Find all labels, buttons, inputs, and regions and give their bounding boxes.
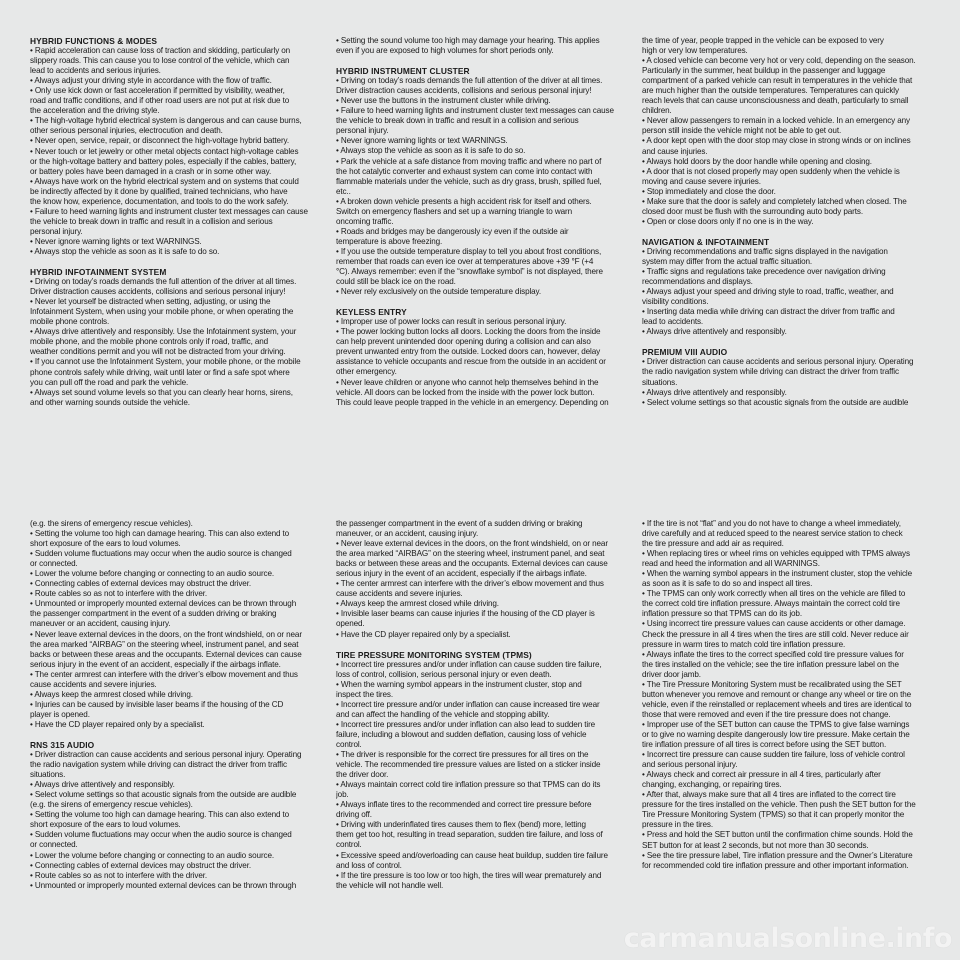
text-line: • Failure to heed warning lights and instrument cluster text messages can cause	[336, 106, 614, 116]
text-line: Infotainment System, when using your mobile phone, or when operating the	[30, 307, 294, 317]
section-heading: HYBRID INFOTAINMENT SYSTEM	[30, 267, 167, 278]
text-line: the driver door.	[336, 770, 389, 780]
text-line: flammable materials under the vehicle, such as dry grass, brush, spilled fuel,	[336, 176, 602, 186]
text-line: control.	[336, 739, 362, 749]
text-line: the correct cold tire inflation pressure. Always maintain the correct cold tire	[642, 599, 900, 609]
text-line: the hot catalytic converter and exhaust system can come into contact with	[336, 166, 593, 176]
text-line: • A door kept open with the door stop may close in strong winds or on inclines	[642, 136, 911, 146]
text-line: • Lower the volume before changing or connecting to an audio source.	[30, 850, 275, 860]
text-line: • Always drive attentively and responsibly.	[30, 780, 175, 790]
text-line: • Driving on today’s roads demands the full attention of the driver at all times.	[30, 277, 297, 287]
text-line: personal injury.	[336, 126, 389, 136]
text-line: visibility conditions.	[642, 297, 709, 307]
text-line: as soon as it is safe to do so and inspect all tires.	[642, 579, 813, 589]
section-heading: RNS 315 AUDIO	[30, 739, 95, 750]
text-line: mobile phone, and the mobile phone controls only if road, traffic, and	[30, 337, 269, 347]
text-line: • Always inflate the tires to the correct specified cold tire pressure values for	[642, 649, 904, 659]
bottom-column-1	[30, 519, 316, 891]
text-line: • Always inflate tires to the recommended and correct tire pressure before	[336, 800, 592, 810]
text-line: recommendations and displays.	[642, 277, 753, 287]
text-line: • If the tire is not “flat” and you do not have to change a wheel immediately,	[642, 519, 901, 528]
text-line: • Never ignore warning lights or text WARNINGS.	[336, 136, 508, 146]
text-line: • Connecting cables of external devices may obstruct the driver.	[30, 579, 251, 589]
text-line: • Roads and bridges may be dangerously icy even if the outside air	[336, 226, 569, 236]
text-line: weather conditions permit and you will not be distracted from your driving.	[30, 347, 286, 357]
text-line: Driver distraction causes accidents, collisions and serious personal injury!	[336, 86, 592, 96]
text-line: the vehicle to break down in traffic and result in a collision and serious	[336, 116, 579, 126]
text-line: • A broken down vehicle presents a high accident risk for itself and others.	[336, 196, 592, 206]
text-line: and serious personal injury.	[642, 760, 738, 770]
text-line: serious injury in the event of an accident, especially if the airbags inflate.	[30, 659, 281, 669]
text-line: • Always drive attentively and responsibly. Use the Infotainment system, your	[30, 327, 297, 337]
text-line: • Never use the buttons in the instrument cluster while driving.	[336, 96, 551, 106]
text-line: • Never open, service, repair, or disconnect the high-voltage hybrid battery.	[30, 136, 290, 146]
text-line: or battery poles have been damaged in a crash or in some other way.	[30, 166, 272, 176]
text-line: • Always adjust your driving style in accordance with the flow of traffic.	[30, 76, 272, 86]
text-line: • Driving on today’s roads demands the full attention of the driver at all times.	[336, 76, 603, 86]
text-line: maneuver, or an accident, causing injury.	[336, 529, 479, 539]
text-line: the area marked “AIRBAG” on the steering wheel, instrument panel, and seat	[336, 549, 605, 559]
text-line: • Route cables so as not to interfere with the driver.	[30, 589, 208, 599]
text-line: • Always maintain correct cold tire inflation pressure so that TPMS can do its	[336, 780, 601, 790]
section-heading: HYBRID INSTRUMENT CLUSTER	[336, 66, 470, 77]
text-line: and can affect the handling of the vehicle and stopping ability.	[336, 709, 550, 719]
text-line: • Traffic signs and regulations take precedence over navigation driving	[642, 267, 886, 277]
section-gap	[642, 337, 928, 347]
text-line: • Always keep the armrest closed while driving.	[30, 689, 193, 699]
text-line: • Excessive speed and/overloading can cause heat buildup, sudden tire failure	[336, 850, 608, 860]
text-line: • Have the CD player repaired only by a specialist.	[30, 719, 205, 729]
text-line: phone controls safely while driving, wait until later or find a safe spot where	[30, 367, 290, 377]
text-line: driving off.	[336, 810, 372, 820]
text-line: SET button for at least 2 seconds, but not more than 30 seconds.	[642, 840, 869, 850]
text-line: loss of control, collision, serious personal injury or even death.	[336, 669, 552, 679]
text-line: you can pull off the road and park the vehicle.	[30, 377, 189, 387]
text-line: • If you use the outside temperature display to tell you about frost conditions,	[336, 246, 602, 256]
text-line: • The center armrest can interfere with the driver’s elbow movement and thus	[336, 579, 604, 589]
section-gap	[30, 257, 316, 267]
text-line: • Incorrect tire pressures and/or under inflation can also lead to sudden tire	[336, 719, 596, 729]
text-line: • Always adjust your speed and driving style to road, traffic, weather, and	[642, 287, 894, 297]
text-line: are much higher than the outside temperatures. Temperatures can quickly	[642, 86, 899, 96]
text-line: • Driving with underinflated tires causes them to flex (bend) more, letting	[336, 820, 586, 830]
text-line: °C). Always remember: even if the “snowflake symbol” is not displayed, there	[336, 267, 603, 277]
text-line: system may differ from the actual traffic situation.	[642, 256, 813, 266]
text-line: • Always drive attentively and responsibly.	[642, 387, 787, 397]
text-line: Tire Pressure Monitoring System (TPMS) so that it can properly monitor the	[642, 810, 905, 820]
text-line: or connected.	[30, 559, 78, 569]
text-line: vehicle, even if the reinstalled or replacement wheels and tires are identical to	[642, 699, 912, 709]
text-line: • See the tire pressure label, Tire inflation pressure and the Owner’s Literature	[642, 850, 913, 860]
text-line: • Using incorrect tire pressure values can cause accidents or other damage.	[642, 619, 906, 629]
text-line: tire inflation pressure of all tires is correct before using the SET button.	[642, 740, 887, 750]
text-line: Switch on emergency flashers and set up a warning triangle to warn	[336, 206, 572, 216]
text-line: • Never touch or let jewelry or other metal objects contact high-voltage cables	[30, 146, 299, 156]
text-line: • After that, always make sure that all 4 tires are inflated to the correct tire	[642, 790, 896, 800]
text-line: the time of year, people trapped in the vehicle can be exposed to very	[642, 36, 884, 45]
text-line: • If you cannot use the Infotainment System, your mobile phone, or the mobile	[30, 357, 301, 367]
text-line: • Never rely exclusively on the outside temperature display.	[336, 287, 542, 297]
bottom-column-2	[336, 519, 622, 891]
text-line: • Always have work on the hybrid electrical system and on systems that could	[30, 176, 299, 186]
text-line: • Lower the volume before changing or connecting to an audio source.	[30, 569, 275, 579]
text-line: even if you are exposed to high volumes for short periods only.	[336, 46, 554, 56]
text-line: and cause injuries.	[642, 146, 708, 156]
section-gap	[336, 56, 622, 66]
text-line: moving and cause severe injuries.	[642, 176, 761, 186]
text-line: • Incorrect tire pressures and/or under inflation can cause sudden tire failure,	[336, 659, 602, 669]
text-line: • Select volume settings so that acoustic signals from the outside are audible	[30, 790, 297, 800]
text-line: • Setting the sound volume too high may damage your hearing. This applies	[336, 36, 600, 45]
text-line: • Never let yourself be distracted when setting, adjusting, or using the	[30, 297, 271, 307]
text-line: etc..	[336, 186, 351, 196]
text-line: • Always stop the vehicle as soon as it is safe to do so.	[30, 246, 220, 256]
text-line: • Never leave external devices in the doors, on the front windshield, on or near	[336, 539, 608, 549]
text-line: pressure for the tires installed on the vehicle. Then push the SET button for the	[642, 800, 916, 810]
section-gap	[30, 730, 316, 740]
text-line: the vehicle will not handle well.	[336, 880, 444, 890]
text-line: This could leave people trapped in the vehicle in an emergency. Depending on	[336, 397, 609, 407]
text-line: cause accidents and severe injuries.	[336, 589, 463, 599]
text-line: (e.g. the sirens of emergency rescue vehicles).	[30, 519, 193, 528]
text-line: Check the pressure in all 4 tires when the tires are still cold. Never reduce air	[642, 629, 909, 639]
text-line: the tires installed on the vehicle; see the tire inflation pressure label on the	[642, 659, 899, 669]
watermark-text[interactable]: carmanualsonline.info	[623, 923, 952, 954]
section-heading: KEYLESS ENTRY	[336, 307, 407, 318]
section-heading: TIRE PRESSURE MONITORING SYSTEM (TPMS)	[336, 649, 532, 660]
text-line: backs or between these areas and the occupants. External devices can cause	[30, 649, 302, 659]
text-line: • Sudden volume fluctuations may occur when the audio source is changed	[30, 830, 292, 840]
text-line: the radio navigation system while driving can distract the driver from traffic	[642, 367, 899, 377]
text-line: • Always hold doors by the door handle while opening and closing.	[642, 156, 872, 166]
section-heading: HYBRID FUNCTIONS & MODES	[30, 36, 158, 46]
text-line: backs or between these areas and the occupants. External devices can cause	[336, 559, 608, 569]
text-line: drive carefully and at reduced speed to the nearest service station to check	[642, 529, 903, 539]
text-line: • Failure to heed warning lights and instrument cluster text messages can cause	[30, 206, 308, 216]
text-line: • Driver distraction can cause accidents and serious personal injury. Operating	[642, 357, 914, 367]
text-line: changing, exchanging, or repairing tires.	[642, 780, 782, 790]
text-line: the acceleration and the driving style.	[30, 106, 160, 116]
text-line: road and traffic conditions, and if other road users are not put at risk due to	[30, 96, 290, 106]
text-line: vehicle. All doors can be locked from the inside with the power lock button.	[336, 387, 595, 397]
text-line: player is opened.	[30, 709, 90, 719]
text-line: • When replacing tires or wheel rims on vehicles equipped with TPMS always	[642, 549, 910, 559]
text-line: • Press and hold the SET button until the confirmation chime sounds. Hold the	[642, 830, 913, 840]
text-line: • Unmounted or improperly mounted external devices can be thrown through	[30, 599, 297, 609]
section-gap	[336, 297, 622, 307]
text-line: • A door that is not closed properly may open suddenly when the vehicle is	[642, 166, 900, 176]
text-line: the tire pressure and add air as required.	[642, 539, 784, 549]
section-gap	[336, 640, 622, 650]
text-line: • Driver distraction can cause accidents and serious personal injury. Operating	[30, 750, 302, 760]
text-line: • The power locking button locks all doors. Locking the doors from the inside	[336, 327, 601, 337]
bottom-panel	[0, 519, 960, 891]
text-line: for recommended cold tire inflation pressure and other important information.	[642, 860, 909, 870]
text-line: other serious personal injuries, electrocution and death.	[30, 126, 223, 136]
text-line: • Improper use of the SET button can cause the TPMS to give false warnings	[642, 719, 910, 729]
bottom-column-3	[642, 519, 928, 891]
text-line: can help prevent unintended door opening during a collision and can also	[336, 337, 591, 347]
text-line: Driver distraction causes accidents, collisions and serious personal injury!	[30, 287, 286, 297]
text-line: short exposure of the ears to loud volumes.	[30, 820, 181, 830]
text-line: failure, including a blowout and sudden deflation, causing loss of vehicle	[336, 729, 587, 739]
text-line: inspect the tires.	[336, 689, 394, 699]
text-line: or connected.	[30, 840, 78, 850]
text-line: job.	[336, 790, 349, 800]
text-line: driver door jamb.	[642, 669, 701, 679]
text-line: • Setting the volume too high can damage hearing. This can also extend to	[30, 529, 290, 539]
text-line: lead to accidents and serious injuries.	[30, 66, 161, 76]
text-line: • The driver is responsible for the correct tire pressures for all tires on the	[336, 750, 589, 760]
text-line: the area marked “AIRBAG” on the steering wheel, instrument panel, and seat	[30, 639, 299, 649]
text-line: closed door must be flush with the surrounding auto body parts.	[642, 206, 863, 216]
text-line: maneuver or an accident, causing injury.	[30, 619, 171, 629]
text-line: and other warning sounds outside the vehicle.	[30, 397, 190, 407]
text-line: opened.	[336, 619, 365, 629]
text-line: could still be black ice on the road.	[336, 277, 456, 287]
text-line: compartment of a parked vehicle can result in temperatures in the vehicle that	[642, 76, 913, 86]
text-line: • Always drive attentively and responsibly.	[642, 327, 787, 337]
section-heading: PREMIUM VIII AUDIO	[642, 347, 728, 358]
text-line: (e.g. the sirens of emergency rescue vehicles).	[30, 800, 193, 810]
text-line: • Never leave children or anyone who cannot help themselves behind in the	[336, 377, 599, 387]
text-line: the passenger compartment in the event of a sudden driving or braking	[336, 519, 583, 528]
text-line: pressure in warm tires to match cold tire inflation pressure.	[642, 639, 846, 649]
text-line: • If the tire pressure is too low or too high, the tires will wear prematurely and	[336, 870, 602, 880]
text-line: or to give no warning despite dangerously low tire pressure. Make certain the	[642, 729, 910, 739]
text-line: serious injury in the event of an accident, especially if the airbags inflate.	[336, 569, 587, 579]
top-column-2	[336, 36, 622, 408]
text-line: • Driving recommendations and traffic signs displayed in the navigation	[642, 246, 888, 256]
text-line: • Never ignore warning lights or text WARNINGS.	[30, 236, 202, 246]
text-line: • Injuries can be caused by invisible laser beams if the housing of the CD	[30, 699, 284, 709]
text-line: person still inside the vehicle might not be able to get out.	[642, 126, 842, 136]
text-line: them get too hot, resulting in tread separation, sudden tire failure, and loss of	[336, 830, 603, 840]
text-line: cause accidents and severe injuries.	[30, 679, 157, 689]
text-line: slippery roads. This can cause you to lose control of the vehicle, which can	[30, 56, 290, 66]
text-line: remember that roads can even ice over at temperatures above +39 °F (+4	[336, 256, 594, 266]
text-line: • Only use kick down or fast acceleration if permitted by visibility, weather,	[30, 86, 285, 96]
text-line: • The high-voltage hybrid electrical system is dangerous and can cause burns,	[30, 116, 302, 126]
text-line: • Connecting cables of external devices may obstruct the driver.	[30, 860, 251, 870]
text-line: • Sudden volume fluctuations may occur when the audio source is changed	[30, 549, 292, 559]
text-line: • Make sure that the door is safely and completely latched when closed. The	[642, 196, 907, 206]
text-line: • The Tire Pressure Monitoring System must be recalibrated using the SET	[642, 679, 902, 689]
text-line: button whenever you remove and remount or change any wheel or tire on the	[642, 689, 912, 699]
text-line: • Unmounted or improperly mounted external devices can be thrown through	[30, 880, 297, 890]
text-line: the know how, experience, documentation, and tools to do the work safely.	[30, 196, 289, 206]
text-line: • Always stop the vehicle as soon as it is safe to do so.	[336, 146, 526, 156]
text-line: vehicle. The recommended tire pressure values are listed on a sticker inside	[336, 760, 601, 770]
text-line: • Improper use of power locks can result in serious personal injury.	[336, 317, 567, 327]
text-line: oncoming traffic.	[336, 216, 394, 226]
section-gap	[642, 227, 928, 237]
text-line: • Select volume settings so that acoustic signals from the outside are audible	[642, 397, 909, 407]
text-line: • Inserting data media while driving can distract the driver from traffic and	[642, 307, 895, 317]
text-line: those that were removed and even if the tire pressure does not change.	[642, 709, 891, 719]
text-line: the passenger compartment in the event of a sudden driving or braking	[30, 609, 277, 619]
text-line: the radio navigation system while driving can distract the driver from traffic	[30, 760, 287, 770]
text-line: • Setting the volume too high can damage hearing. This can also extend to	[30, 810, 290, 820]
text-line: control.	[336, 840, 362, 850]
text-line: • Never allow passengers to remain in a locked vehicle. In an emergency any	[642, 116, 910, 126]
text-line: prevent unwanted entry from the outside. Locked doors can, however, delay	[336, 347, 601, 357]
text-line: high or very low temperatures.	[642, 46, 748, 56]
text-line: • When the warning symbol appears in the instrument cluster, stop the vehicle	[642, 569, 912, 579]
text-line: the vehicle to break down in traffic and result in a collision and serious	[30, 216, 273, 226]
text-line: • Never leave external devices in the doors, on the front windshield, on or near	[30, 629, 302, 639]
text-line: temperature is above freezing.	[336, 236, 443, 246]
text-line: short exposure of the ears to loud volumes.	[30, 539, 181, 549]
text-line: • Stop immediately and close the door.	[642, 186, 776, 196]
text-line: inflation pressure so that TPMS can do its job.	[642, 609, 802, 619]
text-line: • Open or close doors only if no one is in the way.	[642, 216, 814, 226]
text-line: • Incorrect tire pressure can cause sudden tire failure, loss of vehicle control	[642, 750, 905, 760]
top-panel	[0, 36, 960, 408]
text-line: • Route cables so as not to interfere with the driver.	[30, 870, 208, 880]
text-line: • Incorrect tire pressure and/or under inflation can cause increased tire wear	[336, 699, 600, 709]
text-line: Particularly in the summer, heat buildup in the passenger and luggage	[642, 66, 886, 76]
text-line: reach levels that can cause unconsciousness and death, particularly to small	[642, 96, 909, 106]
top-column-3	[642, 36, 928, 408]
text-line: • A closed vehicle can become very hot or very cold, depending on the season.	[642, 56, 916, 66]
top-column-1	[30, 36, 316, 408]
text-line: • Invisible laser beams can cause injuries if the housing of the CD player is	[336, 609, 595, 619]
text-line: lead to accidents.	[642, 317, 704, 327]
text-line: children.	[642, 106, 672, 116]
text-line: • Always keep the armrest closed while driving.	[336, 599, 499, 609]
text-line: mobile phone controls.	[30, 317, 110, 327]
text-line: or the high-voltage battery and battery poles, especially if the cables, battery,	[30, 156, 297, 166]
text-line: • The center armrest can interfere with the driver’s elbow movement and thus	[30, 669, 298, 679]
text-line: situations.	[30, 770, 66, 780]
section-heading: NAVIGATION & INFOTAINMENT	[642, 236, 770, 247]
text-line: read and heed the information and all WARNINGS.	[642, 559, 820, 569]
text-line: personal injury.	[30, 226, 83, 236]
text-line: • Always check and correct air pressure in all 4 tires, particularly after	[642, 770, 881, 780]
text-line: • When the warning symbol appears in the instrument cluster, stop and	[336, 679, 582, 689]
text-line: • Have the CD player repaired only by a specialist.	[336, 629, 511, 639]
text-line: • The TPMS can only work correctly when all tires on the vehicle are filled to	[642, 589, 906, 599]
text-line: and loss of control.	[336, 860, 402, 870]
text-line: situations.	[642, 377, 678, 387]
text-line: • Always set sound volume levels so that you can clearly hear horns, sirens,	[30, 387, 293, 397]
text-line: other emergency.	[336, 367, 397, 377]
text-line: • Park the vehicle at a safe distance from moving traffic and where no part of	[336, 156, 602, 166]
text-line: pressure in the tires.	[642, 820, 713, 830]
text-line: • Rapid acceleration can cause loss of traction and skidding, particularly on	[30, 46, 291, 56]
text-line: assistance to vehicle occupants and rescue from the outside in an accident or	[336, 357, 606, 367]
text-line: be indirectly affected by it done by qualified, trained technicians, who have	[30, 186, 288, 196]
